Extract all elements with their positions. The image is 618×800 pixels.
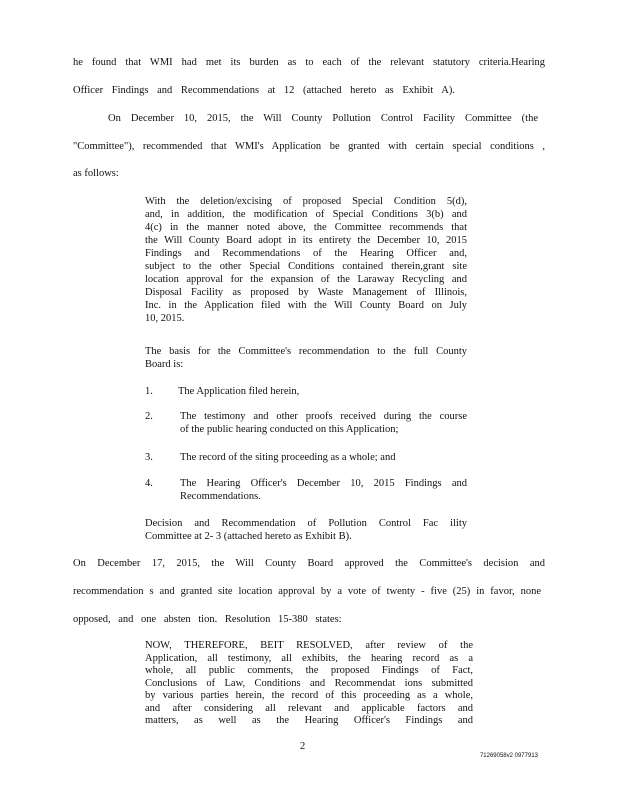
document-id-footer: 71269058v2 0977913 [479, 753, 538, 759]
quote-line: Decision and Recommendation of Pollution Control Fac ility [145, 518, 467, 529]
quote-line: Application, all testimony, all exhibits, the hearing record as a [145, 652, 473, 664]
quote-line: subject to the other Special Conditions contained therein,grant site [145, 261, 467, 272]
body-line: "Committee"), recommended that WMI's Application be granted with certain special conditions , [73, 141, 545, 152]
page-number: 2 [300, 741, 306, 752]
body-line: On December 17, 2015, the Will County Board approved the Committee's decision and [73, 558, 545, 569]
basis-paragraph [145, 345, 467, 371]
body-line: Officer Findings and Recommendations at 12 (attached hereto as Exhibit A). [73, 85, 456, 96]
quote-line: and after considering all relevant and applicable factors and [145, 702, 473, 714]
quote-line: by various parties herein, the record of this proceeding as a whole, [145, 690, 473, 701]
list-item [145, 385, 467, 398]
quote-line: location approval for the expansion of the Laraway Recycling and [145, 274, 467, 285]
body-line: On December 10, 2015, the Will County Pollution Control Facility Committee (the [108, 113, 538, 124]
quote-line: Conclusions of Law, Conditions and Recommendat ions submitted [145, 677, 473, 689]
list-number: 1. [145, 386, 153, 397]
list-text: The Application filed herein, [178, 386, 300, 397]
list-text: Recommendations. [180, 491, 261, 502]
quote-line: Inc. in the Application filed with the Will County Board on July [145, 300, 467, 311]
quote-line: With the deletion/excising of proposed Special Condition 5(d), [145, 196, 467, 207]
citation-paragraph [145, 517, 467, 543]
list-item [145, 451, 467, 464]
list-number: 2. [145, 411, 153, 422]
quote-line: 4(c) in the manner noted above, the Committee recommends that [145, 222, 467, 233]
list-text: The record of the siting proceeding as a whole; and [180, 452, 396, 463]
list-number: 4. [145, 478, 153, 489]
quote-line: The basis for the Committee's recommendation to the full County [145, 346, 467, 357]
list-text: The Hearing Officer's December 10, 2015 Findings and [180, 478, 467, 489]
body-line: opposed, and one absten tion. Resolution 15-380 states: [73, 614, 342, 625]
list-item [145, 477, 467, 503]
quote-line: Findings and Recommendations of the Hearing Officer and, [145, 248, 467, 259]
quote-line: whole, all public comments, the proposed Findings of Fact, [145, 665, 473, 676]
quote-line: NOW, THEREFORE, BEIT RESOLVED, after review of the [145, 640, 473, 651]
quote-line: Disposal Facility as proposed by Waste Management of Illinois, [145, 287, 467, 298]
resolution-quote [145, 640, 473, 728]
list-item [145, 410, 467, 436]
quote-line: the Will County Board adopt in its entirety the December 10, 2015 [145, 235, 467, 246]
quote-block [145, 195, 467, 325]
list-number: 3. [145, 452, 153, 463]
quote-line: Board is: [145, 359, 184, 370]
list-text: The testimony and other proofs received during the course [180, 411, 467, 422]
body-line: he found that WMI had met its burden as to each of the relevant statutory criteria.Hearing [73, 57, 545, 68]
body-line: as follows: [73, 168, 119, 179]
list-text: of the public hearing conducted on this Application; [180, 424, 399, 435]
quote-line: Committee at 2- 3 (attached hereto as Exhibit B). [145, 531, 352, 542]
body-line: recommendation s and granted site location approval by a vote of twenty - five (25) in favor, none [73, 586, 541, 597]
quote-line: and, in addition, the modification of Special Conditions 3(b) and [145, 209, 467, 220]
quote-line: 10, 2015. [145, 313, 185, 324]
quote-line: matters, as well as the Hearing Officer's Findings and [145, 715, 473, 726]
